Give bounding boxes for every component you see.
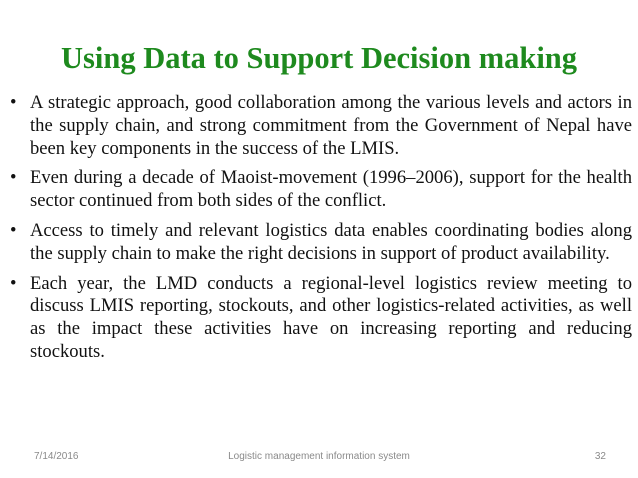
bullet-item — [10, 220, 632, 266]
bullet-dot-icon: • — [10, 92, 17, 113]
bullet-text: Even during a decade of Maoist-movement (1996–2006), support for the health sector continued from both sides of the conflict. — [30, 167, 632, 212]
bullet-item — [10, 92, 632, 160]
bullet-text: Access to timely and relevant logistics data enables coordinating bodies along the supply chain to make the right decisions in support of product availability. — [30, 219, 632, 264]
bullet-dot-icon: • — [10, 219, 17, 241]
bullet-list — [10, 92, 632, 371]
bullet-text: A strategic approach, good collaboration among the various levels and actors in the supply chain, and strong commitment from the Government of Nepal have been key components in the success of the LMIS. — [30, 92, 632, 159]
bullet-dot-icon: • — [10, 167, 17, 189]
bullet-item — [10, 273, 632, 364]
footer-page-number: 32 — [594, 451, 606, 462]
footer-date: 7/14/2016 — [34, 451, 79, 462]
footer-title: Logistic management information system — [228, 451, 410, 462]
slide-title: Using Data to Support Decision making — [60, 41, 578, 75]
bullet-text: Each year, the LMD conducts a regional-level logistics review meeting to discuss LMIS reporting, stockouts, and other logistics-related activities, as well as the impact these activities have on increasing reporting and reducing stockouts. — [30, 272, 632, 362]
bullet-dot-icon: • — [10, 272, 17, 294]
bullet-item — [10, 167, 632, 213]
